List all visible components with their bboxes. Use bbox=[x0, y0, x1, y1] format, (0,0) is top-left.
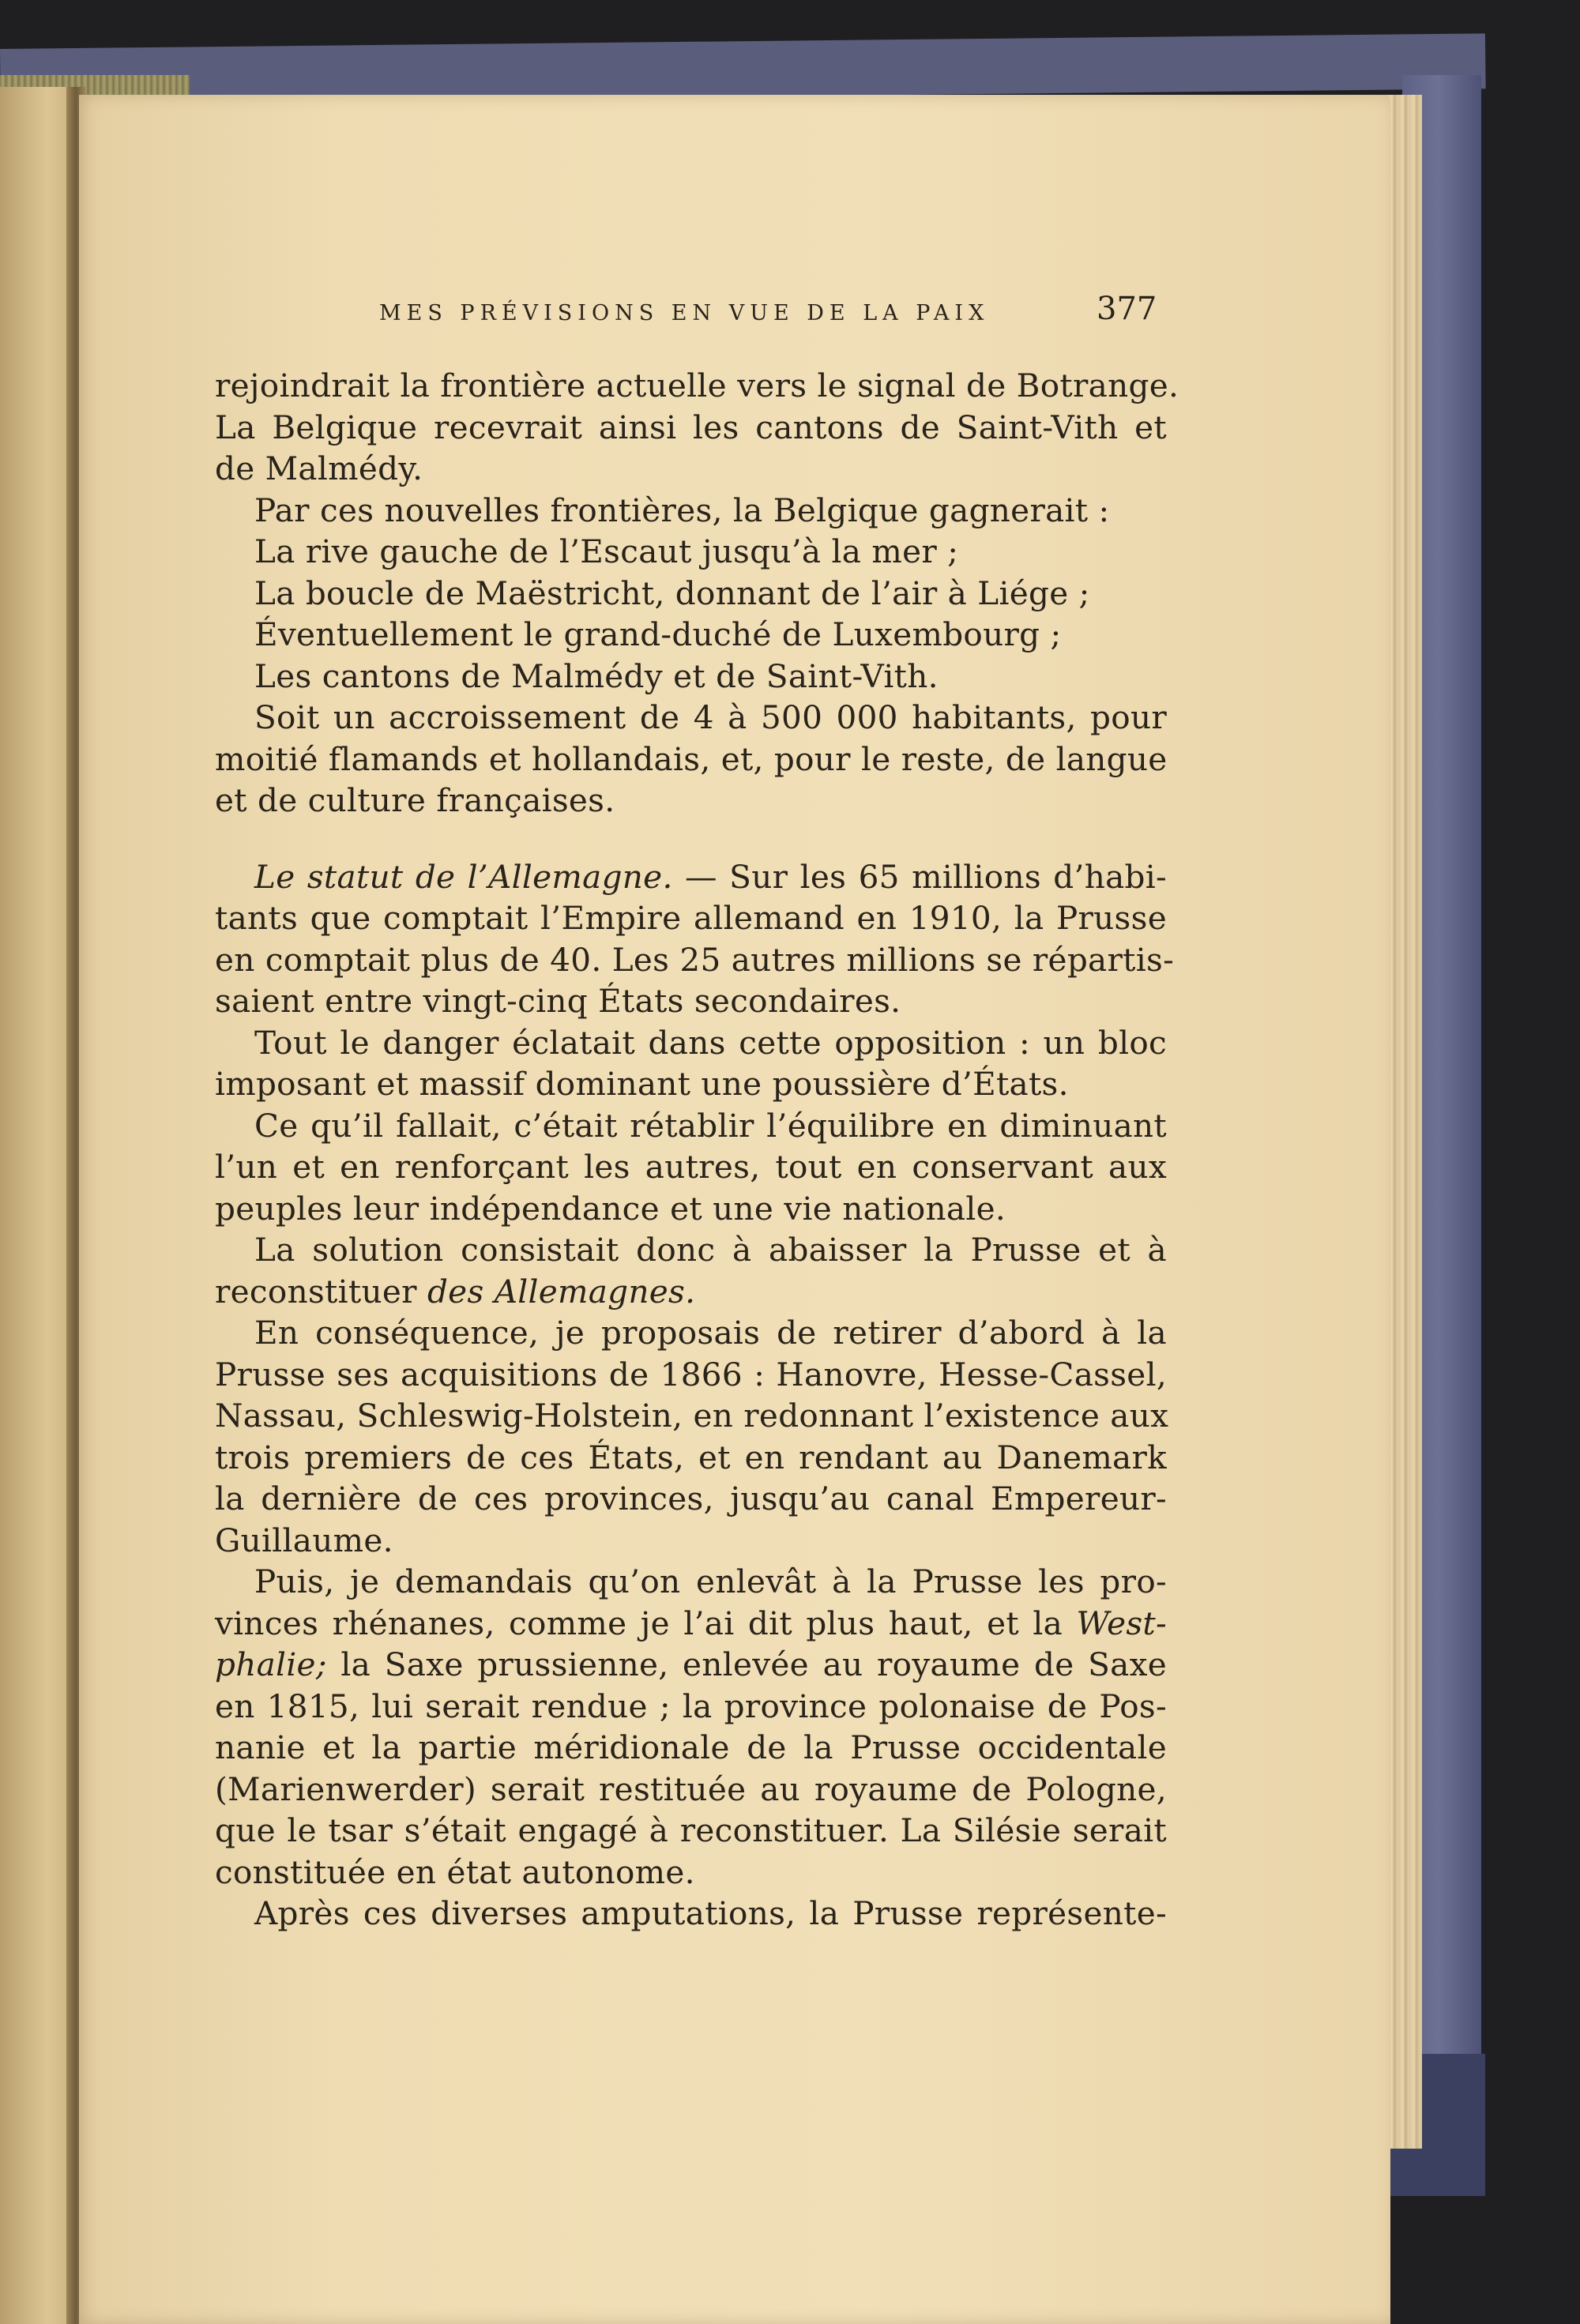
text-line: peuples leur indépendance et une vie nationale. bbox=[215, 1189, 1006, 1228]
running-head: MES PRÉVISIONS EN VUE DE LA PAIX bbox=[379, 301, 990, 325]
text-line: La boucle de Maëstricht, donnant de l’air à Liége ; bbox=[254, 573, 1090, 612]
body-text bbox=[215, 365, 1179, 1935]
text-line: tants que comptait l’Empire allemand en 1910, la Prusse bbox=[215, 899, 1167, 937]
text-line: moitié flamands et hollandais, et, pour le reste, de langue bbox=[215, 739, 1168, 778]
text-line: imposant et massif dominant une poussière d’États. bbox=[215, 1065, 1069, 1103]
text-line: Ce qu’il fallait, c’était rétablir l’équilibre en diminuant bbox=[254, 1106, 1167, 1145]
text-line: nanie et la partie méridionale de la Prusse occidentale bbox=[215, 1728, 1167, 1766]
text-line: Après ces diverses amputations, la Prusse représente- bbox=[254, 1894, 1167, 1932]
book-cover-top bbox=[0, 33, 1486, 104]
text-line: en 1815, lui serait rendue ; la province polonaise de Pos- bbox=[215, 1687, 1167, 1725]
text-line: et de culture françaises. bbox=[215, 781, 615, 819]
text-line: Tout le danger éclatait dans cette opposition : un bloc bbox=[254, 1023, 1167, 1062]
text-line: Guillaume. bbox=[215, 1521, 393, 1559]
text-line: La Belgique recevrait ainsi les cantons de Saint-Vith et bbox=[215, 408, 1167, 446]
section-heading-line: Le statut de l’Allemagne. — Sur les 65 millions d’habi- bbox=[254, 857, 1167, 896]
text-line: que le tsar s’était engagé à reconstituer. La Silésie serait bbox=[215, 1811, 1167, 1849]
text-line: reconstituer des Allemagnes. bbox=[215, 1272, 696, 1311]
text-line: constituée en état autonome. bbox=[215, 1852, 695, 1891]
page-number: 377 bbox=[1097, 291, 1157, 327]
text-line: trois premiers de ces États, et en rendant au Danemark bbox=[215, 1438, 1167, 1476]
text-line: En conséquence, je proposais de retirer d’abord à la bbox=[254, 1314, 1167, 1352]
italic-phrase: des Allemagnes. bbox=[427, 1272, 696, 1311]
text-line: vinces rhénanes, comme je l’ai dit plus haut, et la West- bbox=[215, 1604, 1167, 1642]
text-line: l’un et en renforçant les autres, tout en conservant aux bbox=[215, 1148, 1167, 1186]
text-line: saient entre vingt-cinq États secondaires. bbox=[215, 982, 901, 1020]
text-line: Les cantons de Malmédy et de Saint-Vith. bbox=[254, 656, 939, 695]
section-title: Le statut de l’Allemagne. bbox=[254, 857, 673, 896]
text-line: (Marienwerder) serait restituée au royaume de Pologne, bbox=[215, 1769, 1167, 1808]
text-line: Soit un accroissement de 4 à 500 000 habitants, pour bbox=[254, 698, 1167, 736]
italic-phrase: phalie; bbox=[215, 1645, 327, 1683]
text-line: rejoindrait la frontière actuelle vers le signal de Botrange. bbox=[215, 367, 1179, 404]
section-gap bbox=[215, 822, 1167, 856]
text-line: en comptait plus de 40. Les 25 autres millions se répartis- bbox=[215, 940, 1175, 979]
text-line: La solution consistait donc à abaisser la Prusse et à bbox=[254, 1231, 1167, 1269]
text-line: phalie; la Saxe prussienne, enlevée au royaume de Saxe bbox=[215, 1645, 1167, 1683]
text-line: La rive gauche de l’Escaut jusqu’à la mer ; bbox=[254, 532, 959, 570]
text-line: de Malmédy. bbox=[215, 449, 423, 487]
italic-phrase: West- bbox=[1076, 1604, 1167, 1642]
text-line: Nassau, Schleswig-Holstein, en redonnant l’existence aux bbox=[215, 1397, 1169, 1435]
text-line: la dernière de ces provinces, jusqu’au canal Empereur- bbox=[215, 1480, 1167, 1517]
text-line: Éventuellement le grand-duché de Luxembourg ; bbox=[254, 615, 1062, 653]
text-line: Par ces nouvelles frontières, la Belgique gagnerait : bbox=[254, 491, 1110, 529]
text-line: Puis, je demandais qu’on enlevât à la Prusse les pro- bbox=[254, 1562, 1167, 1600]
text-line: Prusse ses acquisitions de 1866 : Hanovre, Hesse-Cassel, bbox=[215, 1355, 1167, 1393]
